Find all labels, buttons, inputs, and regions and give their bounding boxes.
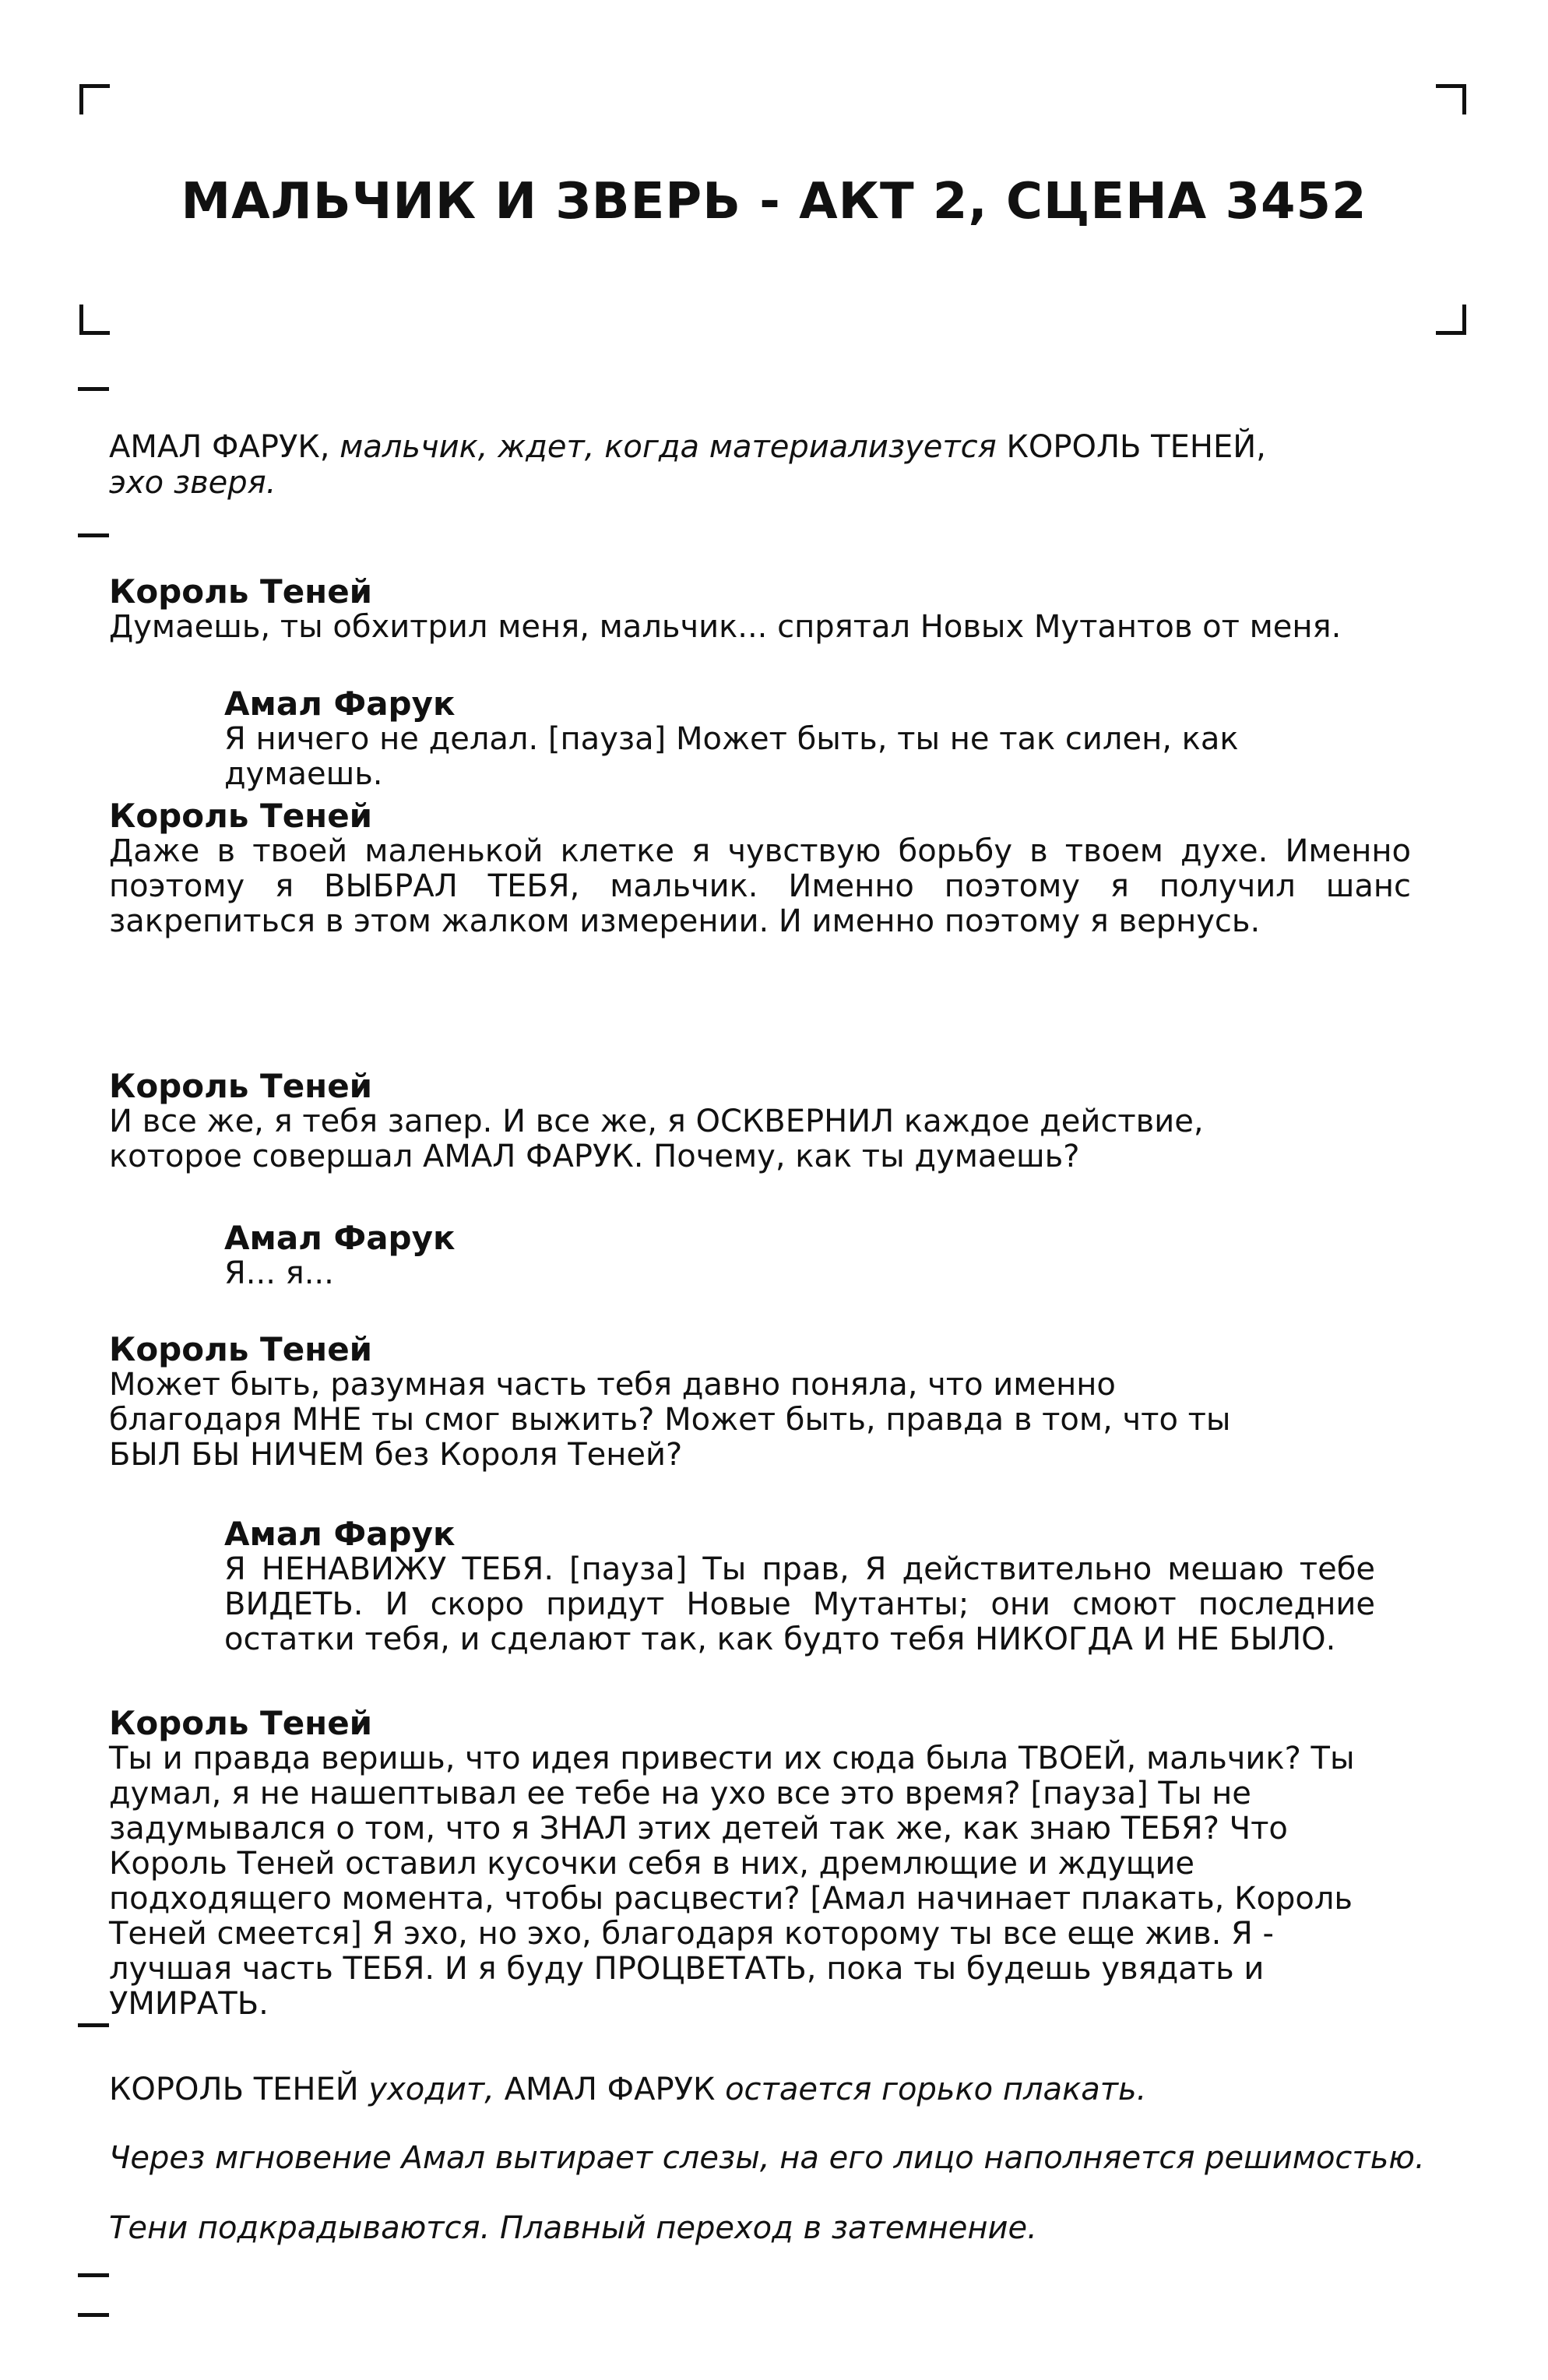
speaker-name: Амал Фарук [224, 1515, 456, 1553]
character-name: АМАЛ ФАРУК, [109, 429, 330, 465]
action-text: Тени подкрадываются. Плавный переход в затемнение. [109, 2210, 1037, 2246]
frame-corner-bottom-right [1436, 305, 1466, 335]
dialogue-block [109, 1332, 1293, 1473]
speaker-name: Король Теней [109, 797, 373, 835]
dialogue-block [109, 1069, 1324, 1174]
dialogue-block [224, 1220, 1314, 1291]
speaker-name: Король Теней [109, 1704, 373, 1742]
section-marker [78, 2273, 109, 2277]
stage-direction-intro [109, 429, 1277, 501]
speech-text: Думаешь, ты обхитрил меня, мальчик... спрятал Новых Мутантов от меня. [109, 609, 1342, 645]
action-text: уходит, [368, 2072, 494, 2107]
speech-text: Ты и правда веришь, что идея привести их сюда была ТВОЕЙ, мальчик? Ты думал, я не нашептывал ее тебе на ухо все это время? [пауза] Ты не задумывался о том, что я ЗНАЛ этих детей так же, как знаю ТЕБЯ? Что Король Теней оставил кусочки себя в них, дремлющие и ждущие подходящего момента, чтобы расцвести? [Амал начинает плакать, Король Теней смеется] Я эхо, но эхо, благодаря которому ты все еще жив. Я - лучшая часть ТЕБЯ. И я буду ПРОЦВЕТАТЬ, пока ты будешь увядать и УМИРАТЬ. [109, 1741, 1355, 2022]
speaker-name: Король Теней [109, 1067, 373, 1105]
action-text: Через мгновение Амал вытирает слезы, на его лицо наполняется решимостью. [109, 2140, 1425, 2176]
speaker-name: Король Теней [109, 572, 373, 611]
action-text: остается горько плакать. [725, 2072, 1147, 2107]
speaker-name: Король Теней [109, 1330, 373, 1368]
dialogue-block [109, 798, 1411, 939]
speech-text: Может быть, разумная часть тебя давно поняла, что именно благодаря МНЕ ты смог выжить? Может быть, правда в том, что ты БЫЛ БЫ НИЧЕМ без Короля Теней? [109, 1367, 1231, 1473]
action-text: эхо зверя. [109, 465, 276, 501]
section-marker [78, 387, 109, 391]
action-text: мальчик, ждет, когда материализуется [340, 429, 997, 465]
speech-text: Даже в твоей маленькой клетке я чувствую борьбу в твоем духе. Именно поэтому я ВЫБРАЛ ТЕБЯ, мальчик. Именно поэтому я получил шанс закрепиться в этом жалком измерении. И именно поэтому я вернусь. [109, 833, 1411, 939]
section-marker [78, 533, 109, 537]
section-marker [78, 2313, 109, 2317]
page-title: МАЛЬЧИК И ЗВЕРЬ - АКТ 2, СЦЕНА 3452 [181, 173, 1367, 231]
stage-direction-exit [109, 2072, 1433, 2107]
speaker-name: Амал Фарук [224, 685, 456, 723]
frame-corner-top-right [1436, 84, 1466, 114]
character-name: КОРОЛЬ ТЕНЕЙ [109, 2072, 359, 2107]
character-name: КОРОЛЬ ТЕНЕЙ, [1006, 429, 1266, 465]
frame-corner-bottom-left [79, 305, 110, 335]
character-name: АМАЛ ФАРУК [504, 2072, 716, 2107]
speech-text: Я ничего не делал. [пауза] Может быть, ты не так силен, как думаешь. [224, 721, 1239, 792]
stage-direction-resolve [109, 2140, 1433, 2176]
frame-corner-top-left [79, 84, 110, 114]
speaker-name: Амал Фарук [224, 1219, 456, 1257]
dialogue-block [224, 686, 1392, 792]
section-marker [78, 2023, 109, 2027]
dialogue-block [109, 574, 1433, 645]
speech-text: И все же, я тебя запер. И все же, я ОСКВЕРНИЛ каждое действие, которое совершал АМАЛ ФАРУК. Почему, как ты думаешь? [109, 1104, 1204, 1174]
speech-text: Я... я... [224, 1255, 334, 1291]
speech-text: Я НЕНАВИЖУ ТЕБЯ. [пауза] Ты прав, Я действительно мешаю тебе ВИДЕТЬ. И скоро придут Новые Мутанты; они смоют последние остатки тебя, и сделают так, как будто тебя НИКОГДА И НЕ БЫЛО. [224, 1551, 1375, 1657]
stage-direction-fade [109, 2210, 1433, 2246]
dialogue-block [109, 1706, 1363, 2022]
dialogue-block [224, 1516, 1375, 1657]
